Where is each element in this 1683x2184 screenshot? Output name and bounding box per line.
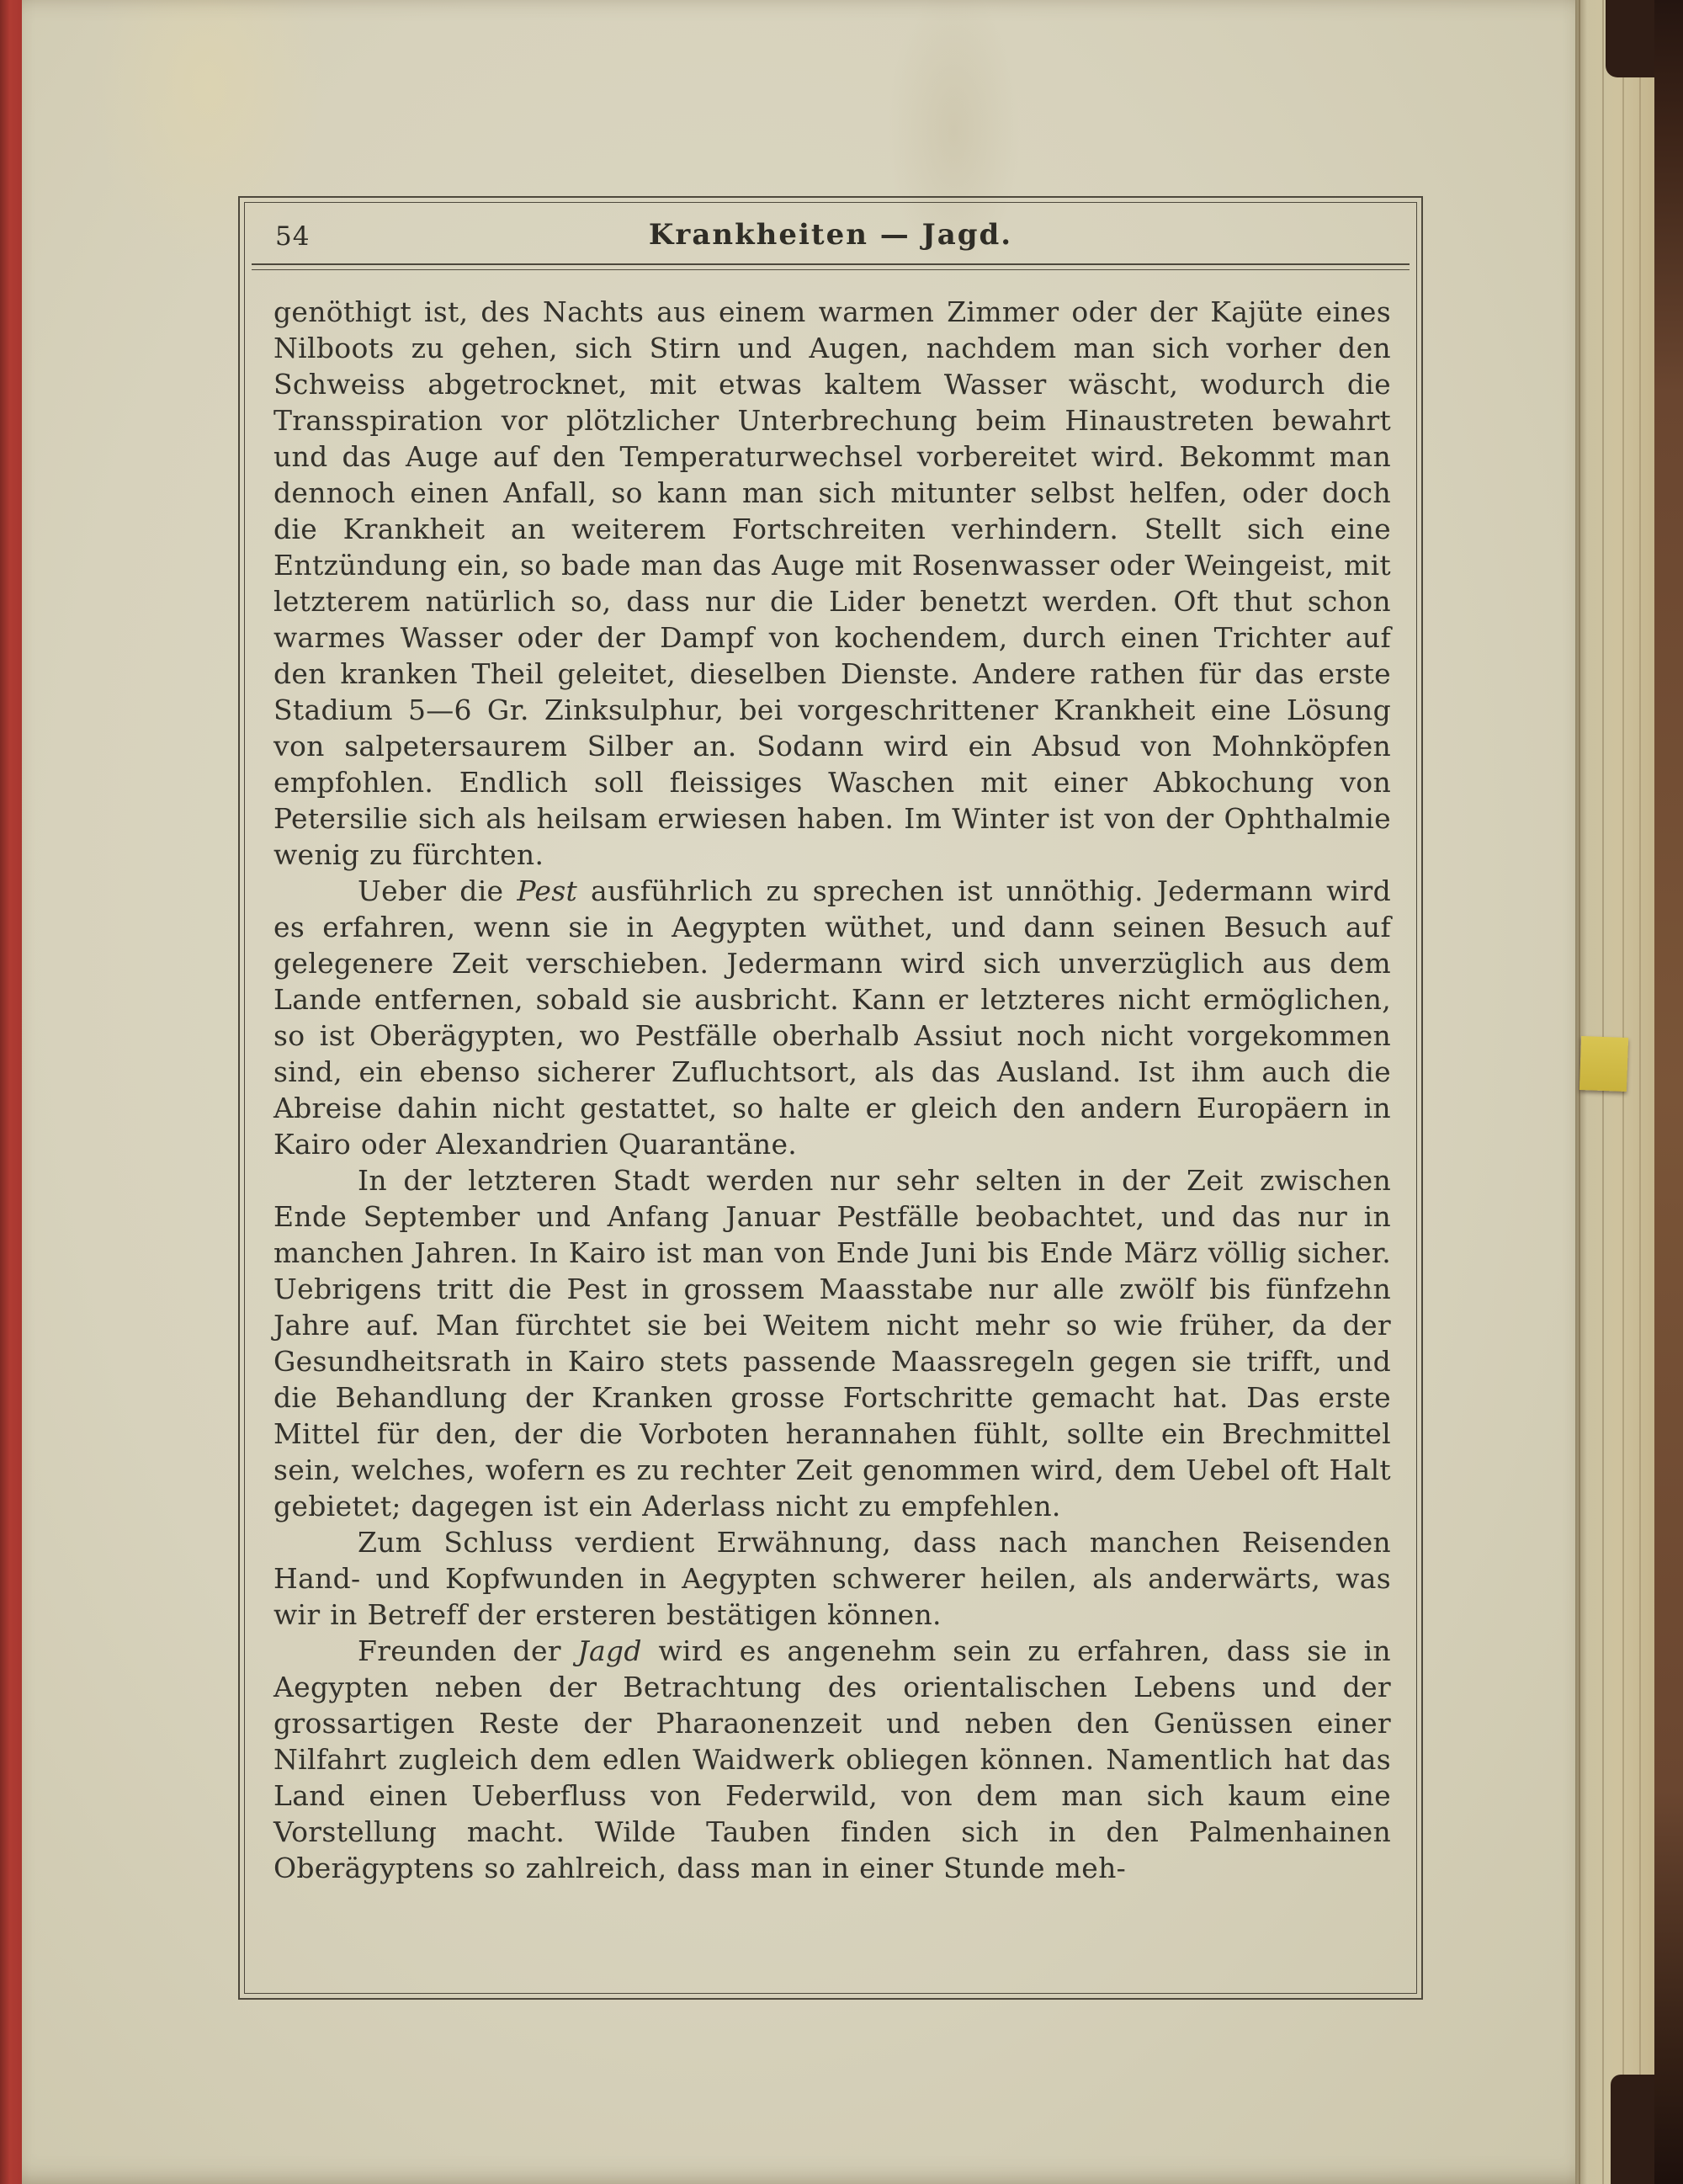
italic-text: Pest	[517, 874, 578, 907]
body-text: Ueber die	[358, 874, 518, 907]
page-edge-line	[1579, 0, 1580, 2184]
page-number: 54	[275, 221, 311, 252]
body-text: ausführlich zu sprechen ist unnöthig. Jedermann wird es erfahren, wenn sie in Aegypten wüthet, und dann seinen Besuch auf gelegenere Zeit verschieben. Jedermann wird sich unverzüglich aus dem Lande entfernen, sobald sie ausbricht. Kann er letzteres nicht ermöglichen, so ist Oberägypten, wo Pestfälle oberhalb Assiut noch nicht vorgekommen sind, ein ebenso sicherer Zufluchtsort, als das Ausland. Ist ihm auch die Abreise dahin nicht gestattet, so halte er gleich den andern Europäern in Kairo oder Alexandrien Quarantäne.	[273, 874, 1391, 1161]
body-text: wird es angenehm sein zu erfahren, dass sie in Aegypten neben der Betrachtung des orientalischen Lebens und der grossartigen Reste der Pharaonenzeit und neben den Genüssen einer Nilfahrt zugleich dem edlen Waidwerk obliegen können. Namentlich hat das Land einen Ueberfluss von Federwild, von dem man sich kaum eine Vorstellung macht. Wilde Tauben finden sich in den Palmenhainen Oberägyptens so zahlreich, dass man in einer Stunde meh-	[273, 1634, 1391, 1884]
binding-dark-bottom	[1611, 2075, 1659, 2184]
page-edge-line	[1602, 0, 1604, 2184]
paragraph	[273, 1633, 1391, 1886]
running-title: Krankheiten — Jagd.	[648, 218, 1013, 252]
page-edge-line	[1639, 0, 1641, 2184]
book-binding	[1654, 0, 1683, 2184]
paragraph	[273, 294, 1391, 873]
page-edge-line	[1622, 0, 1624, 2184]
body-text: genöthigt ist, des Nachts aus einem warmen Zimmer oder der Kajüte eines Nilboots zu gehen, sich Stirn und Augen, nachdem man sich vorher den Schweiss abgetrocknet, mit etwas kaltem Wasser wäscht, wodurch die Transspiration vor plötzlicher Unterbrechung beim Hinaustreten bewahrt und das Auge auf den Temperaturwechsel vorbereitet wird. Bekommt man dennoch einen Anfall, so kann man sich mitunter selbst helfen, oder doch die Krankheit an weiterem Fortschreiten verhindern. Stellt sich eine Entzündung ein, so bade man das Auge mit Rosenwasser oder Weingeist, mit letzterem natürlich so, dass nur die Lider benetzt werden. Oft thut schon warmes Wasser oder der Dampf von kochendem, durch einen Trichter auf den kranken Theil geleitet, dieselben Dienste. Andere rathen für das erste Stadium 5—6 Gr. Zinksulphur, bei vorgeschrittener Krankheit eine Lösung von salpetersaurem Silber an. Sodann wird ein Absud von Mohnköpfen empfohlen. Endlich soll fleissiges Waschen mit einer Abkochung von Petersilie sich als heilsam erwiesen haben. Im Winter ist von der Ophthalmie wenig zu fürchten.	[273, 295, 1391, 871]
paragraph	[273, 1524, 1391, 1633]
body-text: In der letzteren Stadt werden nur sehr selten in der Zeit zwischen Ende September und Anfang Januar Pestfälle beobachtet, und das nur in manchen Jahren. In Kairo ist man von Ende Juni bis Ende März völlig sicher. Uebrigens tritt die Pest in grossem Maasstabe nur alle zwölf bis fünfzehn Jahre auf. Man fürchtet sie bei Weitem nicht mehr so wie früher, da der Gesundheitsrath in Kairo stets passende Maassregeln gegen sie trifft, und die Behandlung der Kranken grosse Fortschritte gemacht hat. Das erste Mittel für den, der die Vorboten herannahen fühlt, sollte ein Brechmittel sein, welches, wofern es zu rechter Zeit genommen wird, dem Uebel oft Halt gebietet; dagegen ist ein Aderlass nicht zu empfehlen.	[273, 1164, 1391, 1522]
italic-text: Jagd	[577, 1634, 642, 1667]
binding-dark-top	[1606, 0, 1659, 77]
page-frame	[238, 196, 1423, 2000]
body-text: Zum Schluss verdient Erwähnung, dass nach manchen Reisenden Hand- und Kopfwunden in Aegypten schwerer heilen, als anderwärts, was wir in Betreff der ersteren bestätigen können.	[273, 1526, 1391, 1631]
header-rule	[252, 263, 1410, 270]
bookmark-tab	[1579, 1036, 1628, 1092]
body-text: Freunden der	[358, 1634, 578, 1667]
paragraph	[273, 1162, 1391, 1524]
paragraph	[273, 873, 1391, 1162]
page-text	[240, 275, 1421, 1991]
book-cover-left-edge	[0, 0, 22, 2184]
book-page	[22, 0, 1575, 2184]
page-header	[252, 206, 1410, 263]
